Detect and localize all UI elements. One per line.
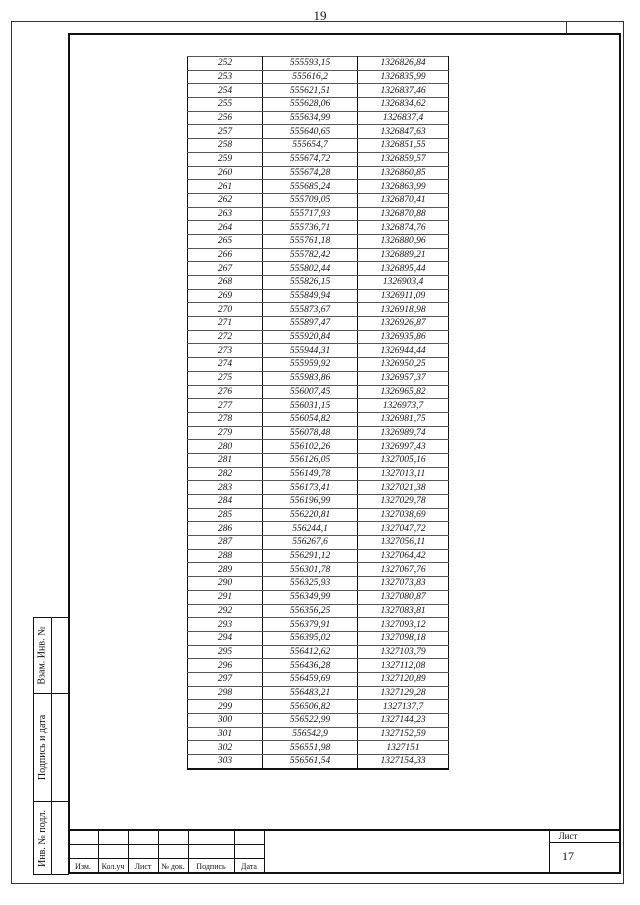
table-row (188, 686, 449, 700)
y-coordinate-cell: 1326837,46 (358, 84, 449, 98)
point-number-cell: 266 (188, 248, 263, 262)
table-row (188, 289, 449, 303)
y-coordinate-cell: 1327137,7 (358, 700, 449, 714)
point-number-cell: 252 (188, 57, 263, 71)
x-coordinate-cell: 555628,06 (263, 98, 358, 112)
point-number-cell: 263 (188, 207, 263, 221)
x-coordinate-cell: 556483,21 (263, 686, 358, 700)
y-coordinate-cell: 1327013,11 (358, 467, 449, 481)
title-block-grid (68, 831, 264, 874)
point-number-cell: 288 (188, 549, 263, 563)
table-row (188, 659, 449, 673)
y-coordinate-cell: 1326989,74 (358, 426, 449, 440)
x-coordinate-cell: 555944,31 (263, 344, 358, 358)
point-number-cell: 275 (188, 371, 263, 385)
y-coordinate-cell: 1326826,84 (358, 57, 449, 71)
x-coordinate-cell: 555593,15 (263, 57, 358, 71)
sheet-number: 17 (562, 849, 574, 863)
point-number-cell: 265 (188, 234, 263, 248)
table-row (188, 412, 449, 426)
point-number-cell: 276 (188, 385, 263, 399)
y-coordinate-cell: 1327103,79 (358, 645, 449, 659)
x-coordinate-cell: 555685,24 (263, 180, 358, 194)
table-row (188, 166, 449, 180)
table-row (188, 645, 449, 659)
y-coordinate-cell: 1326834,62 (358, 98, 449, 112)
table-row (188, 276, 449, 290)
y-coordinate-cell: 1326860,85 (358, 166, 449, 180)
point-number-cell: 293 (188, 618, 263, 632)
point-number-cell: 299 (188, 700, 263, 714)
point-number-cell: 300 (188, 714, 263, 728)
point-number-cell: 302 (188, 741, 263, 755)
x-coordinate-cell: 556379,91 (263, 618, 358, 632)
table-row (188, 57, 449, 71)
x-coordinate-cell: 555849,94 (263, 289, 358, 303)
x-coordinate-cell: 556436,28 (263, 659, 358, 673)
y-coordinate-cell: 1327098,18 (358, 631, 449, 645)
x-coordinate-cell: 556102,26 (263, 440, 358, 454)
point-number-cell: 303 (188, 755, 263, 769)
table-row (188, 495, 449, 509)
table-row (188, 125, 449, 139)
table-row (188, 234, 449, 248)
y-coordinate-cell: 1327067,76 (358, 563, 449, 577)
y-coordinate-cell: 1326859,57 (358, 152, 449, 166)
y-coordinate-cell: 1326837,4 (358, 111, 449, 125)
point-number-cell: 281 (188, 453, 263, 467)
point-number-cell: 294 (188, 631, 263, 645)
point-number-cell: 261 (188, 180, 263, 194)
point-number-cell: 270 (188, 303, 263, 317)
point-number-cell: 289 (188, 563, 263, 577)
point-number-cell: 267 (188, 262, 263, 276)
y-coordinate-cell: 1327154,33 (358, 755, 449, 769)
x-coordinate-cell: 556551,98 (263, 741, 358, 755)
table-row (188, 755, 449, 769)
y-coordinate-cell: 1326870,88 (358, 207, 449, 221)
x-coordinate-cell: 556522,99 (263, 714, 358, 728)
original-inventory-label (34, 801, 51, 876)
x-coordinate-cell: 556291,12 (263, 549, 358, 563)
column-head-sheet: Лист (134, 862, 152, 871)
y-coordinate-cell: 1326895,44 (358, 262, 449, 276)
x-coordinate-cell: 556078,48 (263, 426, 358, 440)
x-coordinate-cell: 556301,78 (263, 563, 358, 577)
x-coordinate-cell: 556173,41 (263, 481, 358, 495)
table-row (188, 727, 449, 741)
point-number-cell: 287 (188, 536, 263, 550)
table-row (188, 193, 449, 207)
x-coordinate-cell: 555621,51 (263, 84, 358, 98)
y-coordinate-cell: 1326965,82 (358, 385, 449, 399)
y-coordinate-cell: 1327038,69 (358, 508, 449, 522)
table-row (188, 399, 449, 413)
title-block-hline (68, 844, 264, 845)
y-coordinate-cell: 1326926,87 (358, 317, 449, 331)
table-row (188, 426, 449, 440)
sheet-label: Лист (558, 831, 578, 841)
x-coordinate-cell: 556542,9 (263, 727, 358, 741)
table-row (188, 221, 449, 235)
table-row (188, 317, 449, 331)
table-row (188, 741, 449, 755)
table-row (188, 330, 449, 344)
y-coordinate-cell: 1327144,23 (358, 714, 449, 728)
x-coordinate-cell: 556054,82 (263, 412, 358, 426)
y-coordinate-cell: 1326835,99 (358, 70, 449, 84)
x-coordinate-cell: 556506,82 (263, 700, 358, 714)
point-number-cell: 295 (188, 645, 263, 659)
column-head-doc-number: № док. (161, 862, 185, 871)
table-row (188, 604, 449, 618)
table-row (188, 111, 449, 125)
title-block-sheet-divider (549, 831, 550, 874)
table-row (188, 344, 449, 358)
table-row (188, 590, 449, 604)
y-coordinate-cell: 1327029,78 (358, 495, 449, 509)
point-number-cell: 286 (188, 522, 263, 536)
x-coordinate-cell: 555959,92 (263, 358, 358, 372)
y-coordinate-cell: 1327080,87 (358, 590, 449, 604)
x-coordinate-cell: 556126,05 (263, 453, 358, 467)
point-number-cell: 274 (188, 358, 263, 372)
table-row (188, 70, 449, 84)
x-coordinate-cell: 556267,6 (263, 536, 358, 550)
x-coordinate-cell: 555983,86 (263, 371, 358, 385)
x-coordinate-cell: 555640,65 (263, 125, 358, 139)
table-row (188, 563, 449, 577)
replacement-inventory-text: Взам. Инв. № (37, 626, 49, 685)
x-coordinate-cell: 556349,99 (263, 590, 358, 604)
table-row (188, 180, 449, 194)
y-coordinate-cell: 1326889,21 (358, 248, 449, 262)
column-head-date: Дата (241, 862, 257, 871)
table-row (188, 152, 449, 166)
x-coordinate-cell: 556244,1 (263, 522, 358, 536)
signature-date-label (34, 693, 51, 801)
x-coordinate-cell: 555782,42 (263, 248, 358, 262)
y-coordinate-cell: 1327073,83 (358, 577, 449, 591)
table-row (188, 385, 449, 399)
point-number-cell: 279 (188, 426, 263, 440)
y-coordinate-cell: 1326863,99 (358, 180, 449, 194)
point-number-cell: 285 (188, 508, 263, 522)
x-coordinate-cell: 556412,62 (263, 645, 358, 659)
x-coordinate-cell: 555897,47 (263, 317, 358, 331)
y-coordinate-cell: 1326973,7 (358, 399, 449, 413)
y-coordinate-cell: 1327151 (358, 741, 449, 755)
y-coordinate-cell: 1327093,12 (358, 618, 449, 632)
point-number-cell: 253 (188, 70, 263, 84)
table-row (188, 84, 449, 98)
y-coordinate-cell: 1326847,63 (358, 125, 449, 139)
point-number-cell: 260 (188, 166, 263, 180)
x-coordinate-cell: 556220,81 (263, 508, 358, 522)
point-number-cell: 277 (188, 399, 263, 413)
table-row (188, 536, 449, 550)
y-coordinate-cell: 1326870,41 (358, 193, 449, 207)
x-coordinate-cell: 556031,15 (263, 399, 358, 413)
original-inventory-text: Инв. № подл. (37, 810, 49, 867)
coordinates-table-body (188, 57, 449, 769)
table-row (188, 577, 449, 591)
y-coordinate-cell: 1327021,38 (358, 481, 449, 495)
point-number-cell: 280 (188, 440, 263, 454)
x-coordinate-cell: 555736,71 (263, 221, 358, 235)
table-row (188, 207, 449, 221)
y-coordinate-cell: 1327152,59 (358, 727, 449, 741)
table-row (188, 522, 449, 536)
side-strip-divider (51, 618, 52, 874)
x-coordinate-cell: 556395,02 (263, 631, 358, 645)
column-head-change: Изм. (75, 862, 91, 871)
x-coordinate-cell: 555826,15 (263, 276, 358, 290)
table-row (188, 700, 449, 714)
table-row (188, 618, 449, 632)
column-head-count: Кол.уч (101, 862, 125, 871)
point-number-cell: 272 (188, 330, 263, 344)
table-row (188, 453, 449, 467)
point-number-cell: 259 (188, 152, 263, 166)
point-number-cell: 254 (188, 84, 263, 98)
y-coordinate-cell: 1327056,11 (358, 536, 449, 550)
x-coordinate-cell: 555802,44 (263, 262, 358, 276)
table-row (188, 262, 449, 276)
x-coordinate-cell: 555674,72 (263, 152, 358, 166)
x-coordinate-cell: 555674,28 (263, 166, 358, 180)
y-coordinate-cell: 1327005,16 (358, 453, 449, 467)
y-coordinate-cell: 1327129,28 (358, 686, 449, 700)
y-coordinate-cell: 1326880,96 (358, 234, 449, 248)
y-coordinate-cell: 1326851,55 (358, 139, 449, 153)
y-coordinate-cell: 1326957,37 (358, 371, 449, 385)
table-row (188, 481, 449, 495)
point-number-cell: 271 (188, 317, 263, 331)
sheet-cell-divider (549, 842, 621, 843)
point-number-cell: 268 (188, 276, 263, 290)
point-number-cell: 291 (188, 590, 263, 604)
point-number-cell: 301 (188, 727, 263, 741)
x-coordinate-cell: 555920,84 (263, 330, 358, 344)
table-row (188, 631, 449, 645)
point-number-cell: 264 (188, 221, 263, 235)
y-coordinate-cell: 1327112,08 (358, 659, 449, 673)
point-number-cell: 255 (188, 98, 263, 112)
signature-date-text: Подпись и дата (37, 714, 48, 780)
y-coordinate-cell: 1326997,43 (358, 440, 449, 454)
x-coordinate-cell: 556459,69 (263, 672, 358, 686)
point-number-cell: 292 (188, 604, 263, 618)
table-row (188, 467, 449, 481)
y-coordinate-cell: 1326981,75 (358, 412, 449, 426)
table-row (188, 672, 449, 686)
x-coordinate-cell: 555717,93 (263, 207, 358, 221)
table-row (188, 248, 449, 262)
point-number-cell: 298 (188, 686, 263, 700)
point-number-cell: 283 (188, 481, 263, 495)
x-coordinate-cell: 556561,54 (263, 755, 358, 769)
y-coordinate-cell: 1326950,25 (358, 358, 449, 372)
table-row (188, 508, 449, 522)
table-row (188, 358, 449, 372)
page-number: 19 (313, 8, 327, 23)
x-coordinate-cell: 556356,25 (263, 604, 358, 618)
x-coordinate-cell: 555634,99 (263, 111, 358, 125)
point-number-cell: 262 (188, 193, 263, 207)
x-coordinate-cell: 555654,7 (263, 139, 358, 153)
point-number-cell: 297 (188, 672, 263, 686)
table-row (188, 440, 449, 454)
y-coordinate-cell: 1327120,89 (358, 672, 449, 686)
y-coordinate-cell: 1326874,76 (358, 221, 449, 235)
x-coordinate-cell: 556196,99 (263, 495, 358, 509)
title-block-vline (264, 831, 265, 874)
x-coordinate-cell: 556007,45 (263, 385, 358, 399)
point-number-cell: 258 (188, 139, 263, 153)
replacement-inventory-label (34, 618, 51, 693)
x-coordinate-cell: 555616,2 (263, 70, 358, 84)
coordinates-table (187, 56, 449, 770)
y-coordinate-cell: 1327047,72 (358, 522, 449, 536)
point-number-cell: 256 (188, 111, 263, 125)
y-coordinate-cell: 1327083,81 (358, 604, 449, 618)
side-stamp-strip (33, 617, 69, 875)
point-number-cell: 257 (188, 125, 263, 139)
table-row (188, 139, 449, 153)
y-coordinate-cell: 1326911,09 (358, 289, 449, 303)
x-coordinate-cell: 556325,93 (263, 577, 358, 591)
y-coordinate-cell: 1327064,42 (358, 549, 449, 563)
column-head-signature: Подпись (196, 862, 226, 871)
table-row (188, 549, 449, 563)
y-coordinate-cell: 1326918,98 (358, 303, 449, 317)
table-row (188, 714, 449, 728)
title-block (68, 829, 621, 874)
x-coordinate-cell: 555873,67 (263, 303, 358, 317)
point-number-cell: 284 (188, 495, 263, 509)
point-number-cell: 278 (188, 412, 263, 426)
x-coordinate-cell: 555761,18 (263, 234, 358, 248)
point-number-cell: 290 (188, 577, 263, 591)
x-coordinate-cell: 556149,78 (263, 467, 358, 481)
point-number-cell: 269 (188, 289, 263, 303)
x-coordinate-cell: 555709,05 (263, 193, 358, 207)
table-row (188, 98, 449, 112)
table-row (188, 371, 449, 385)
y-coordinate-cell: 1326935,86 (358, 330, 449, 344)
point-number-cell: 282 (188, 467, 263, 481)
table-row (188, 303, 449, 317)
point-number-cell: 296 (188, 659, 263, 673)
point-number-cell: 273 (188, 344, 263, 358)
title-block-hline (68, 858, 264, 859)
y-coordinate-cell: 1326944,44 (358, 344, 449, 358)
y-coordinate-cell: 1326903,4 (358, 276, 449, 290)
